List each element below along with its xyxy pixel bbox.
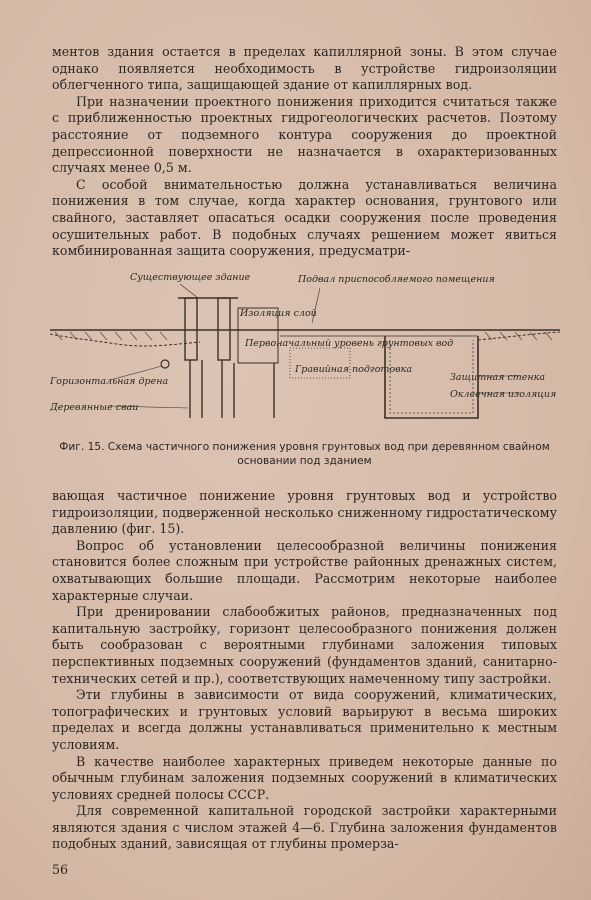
paragraph: ментов здания остается в пределах капиллярной зоны. В этом случае однако появляется необходимость в устройстве гидроизоляции облегченного типа, защищающей здание от капиллярных вод.	[52, 44, 557, 93]
label-protective-wall: Защитная стенка	[450, 372, 545, 383]
figure-15-diagram	[50, 268, 560, 438]
depression-curve-left	[50, 334, 200, 346]
paragraph: вающая частичное понижение уровня грунтовых вод и устройство гидроизоляции, подверженной несколько сниженному гидростатическому давлению (фиг. 15).	[52, 488, 557, 537]
label-wooden-piles: Деревянные сваи	[50, 402, 139, 413]
text-block-bottom	[52, 488, 557, 853]
soil-hatch-left	[55, 332, 167, 340]
drain-pipe-icon	[161, 360, 169, 368]
figure-caption: Фиг. 15. Схема частичного понижения уровня грунтовых вод при деревянном свайном основании под зданием	[59, 441, 550, 467]
building-wall-right	[218, 298, 230, 360]
text-block-top	[52, 44, 557, 260]
label-basement: Подвал приспособляемого помещения	[298, 274, 495, 285]
paragraph: Для современной капитальной городской застройки характерными являются здания с числом этажей 4—6. Глубина заложения фундаментов подобных зданий, зависящая от глубины промерза-	[52, 803, 557, 852]
diagram-svg	[50, 268, 560, 438]
label-gravel-bed: Гравийная подготовка	[295, 364, 413, 375]
building-wall-left	[185, 298, 197, 360]
page-number: 56	[52, 862, 69, 877]
paragraph: Эти глубины в зависимости от вида сооружений, климатических, топографических и грунтовых условий варьируют в весьма широких пределах и всегда должны устанавливаться применительно к местным условиям.	[52, 687, 557, 752]
paragraph: При дренировании слабообжитых районов, предназначенных под капитальную застройку, горизонт целесообразного понижения должен быть сообразован с вероятными глубинами заложения типовых перспективных подземных сооружений (фундаментов зданий, санитарно-технических сетей и пр.), соответствующих намеченному типу застройки.	[52, 604, 557, 686]
paragraph: В качестве наиболее характерных приведем некоторые данные по обычным глубинам заложения подземных сооружений в климатических условиях средней полосы СССР.	[52, 753, 557, 802]
depression-curve-right	[478, 332, 560, 340]
label-existing-building: Существующее здание	[130, 272, 251, 283]
paragraph: Вопрос об установлении целесообразной величины понижения становится более сложным при устройстве районных дренажных систем, охватывающих большие площади. Рассмотрим некоторые наиболее характерные случаи.	[52, 537, 557, 603]
label-groundwater-level: Первоначальный уровень грунтовых вод	[245, 338, 454, 349]
soil-hatch-right	[485, 332, 552, 340]
label-insulation-layer: Изоляция слой	[240, 308, 317, 319]
label-horizontal-drain: Горизонтальная дрена	[50, 376, 169, 387]
paragraph: С особой внимательностью должна устанавливаться величина понижения в том случае, когда характер основания, грунтового или свайного, заставляет опасаться осадки сооружения после проведения осушительных работ. В подобных случаях решением может явиться комбинированная защита сооружения, предусматри-	[52, 176, 557, 259]
label-glued-insulation: Оклеечная изоляция	[450, 389, 557, 400]
wooden-piles	[190, 360, 274, 418]
paragraph: При назначении проектного понижения приходится считаться также с приближенностью проектных гидрогеологических расчетов. Поэтому расстояние от подземного контура сооружения до проектной депрессионной поверхности не назначается в охарактеризованных случаях менее 0,5 м.	[52, 93, 557, 176]
